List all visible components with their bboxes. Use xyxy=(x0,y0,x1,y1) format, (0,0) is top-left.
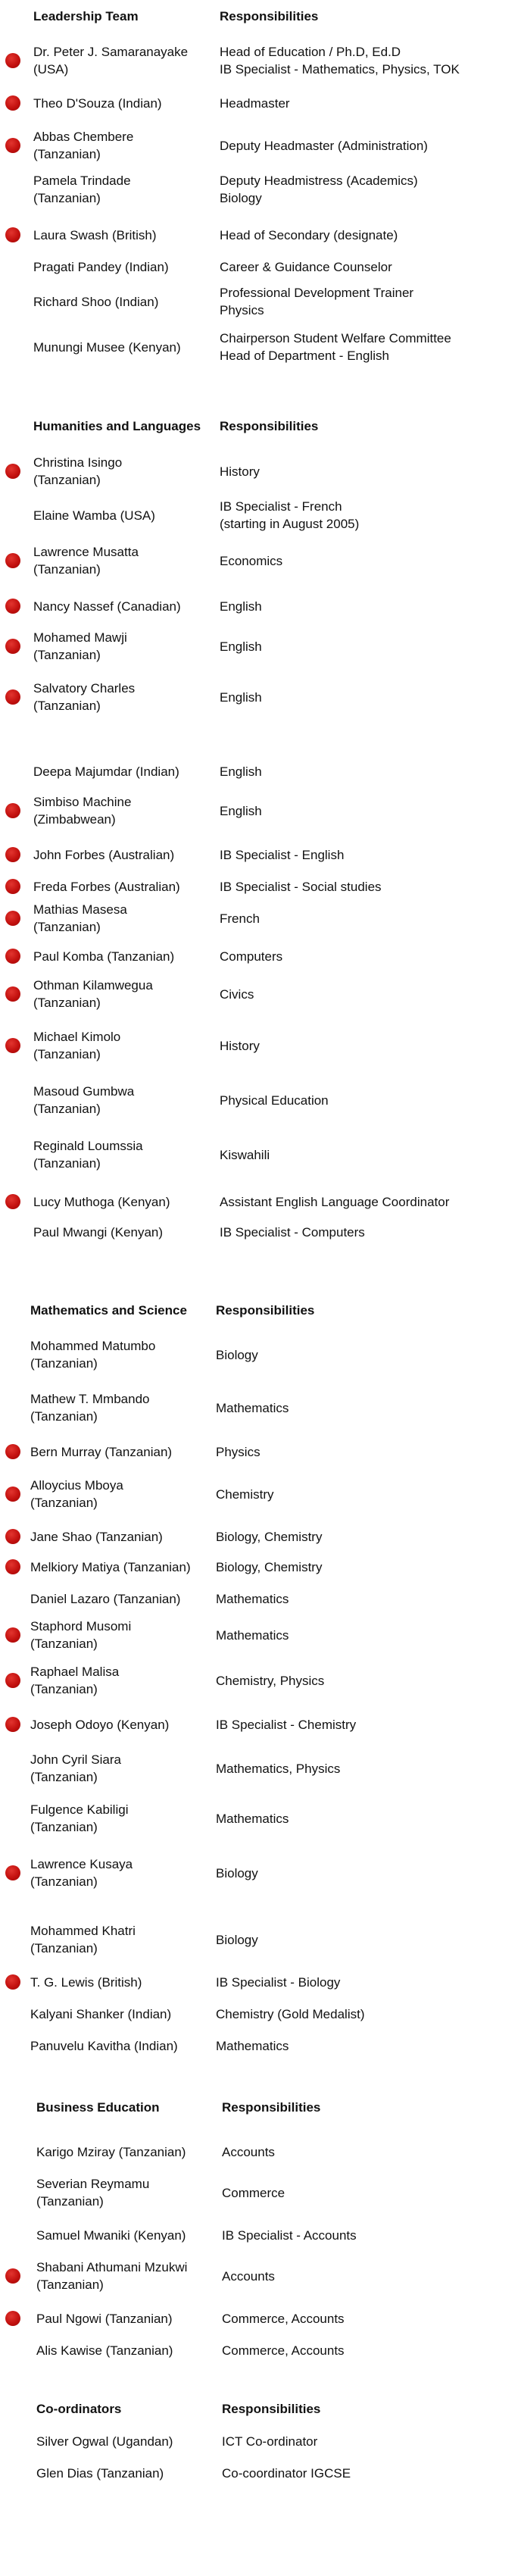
staff-responsibility: Commerce xyxy=(222,2185,285,2200)
staff-responsibility: Biology xyxy=(216,1865,258,1880)
staff-name: Joseph Odoyo (Kenyan) xyxy=(30,1717,170,1732)
staff-responsibility: Professional Development Trainer xyxy=(220,286,414,300)
staff-name: Christina Isingo xyxy=(33,455,123,470)
red-bullet-icon xyxy=(5,847,20,862)
staff-name: Othman Kilamwegua xyxy=(33,978,153,993)
staff-name: Shabani Athumani Mzukwi xyxy=(36,2260,188,2274)
staff-nationality: (Tanzanian) xyxy=(36,2277,104,2292)
staff-responsibility: Biology xyxy=(216,1347,258,1362)
staff-responsibility: Mathematics xyxy=(216,2038,289,2053)
staff-nationality: (Tanzanian) xyxy=(33,473,101,487)
staff-name: Jane Shao (Tanzanian) xyxy=(30,1529,163,1544)
staff-nationality: (Tanzanian) xyxy=(30,1941,98,1955)
staff-responsibility: Commerce, Accounts xyxy=(222,2343,345,2358)
staff-responsibility: English xyxy=(220,764,262,779)
staff-nationality: (Tanzanian) xyxy=(30,1496,98,1510)
red-bullet-icon xyxy=(5,2268,20,2284)
staff-responsibility: IB Specialist - Chemistry xyxy=(216,1717,357,1732)
staff-name: Glen Dias (Tanzanian) xyxy=(36,2465,164,2481)
staff-responsibility: Headmaster xyxy=(220,95,290,111)
red-bullet-icon xyxy=(5,639,20,654)
staff-responsibility: Mathematics xyxy=(216,1811,289,1826)
red-bullet-icon xyxy=(5,689,20,705)
red-bullet-icon xyxy=(5,138,20,153)
staff-name: Pragati Pandey (Indian) xyxy=(33,259,169,274)
staff-nationality: (Tanzanian) xyxy=(33,699,101,713)
staff-name: Abbas Chembere xyxy=(33,130,134,144)
staff-name: Karigo Mziray (Tanzanian) xyxy=(36,2144,186,2159)
red-bullet-icon xyxy=(5,1627,20,1643)
staff-name: Alis Kawise (Tanzanian) xyxy=(36,2343,173,2358)
staff-responsibility: Accounts xyxy=(222,2268,275,2284)
staff-responsibility: (starting in August 2005) xyxy=(220,517,360,531)
red-bullet-icon xyxy=(5,464,20,479)
staff-responsibility: ICT Co-ordinator xyxy=(222,2434,318,2449)
red-bullet-icon xyxy=(5,1673,20,1688)
staff-nationality: (USA) xyxy=(33,62,69,77)
staff-nationality: (Tanzanian) xyxy=(33,920,101,934)
staff-name: Michael Kimolo xyxy=(33,1030,121,1044)
staff-name: Mathias Masesa xyxy=(33,902,127,917)
staff-responsibility: History xyxy=(220,464,260,479)
staff-responsibility: English xyxy=(220,803,262,818)
staff-name: Mathew T. Mmbando xyxy=(30,1392,150,1406)
staff-responsibility: Chairperson Student Welfare Committee xyxy=(220,331,451,345)
staff-name: Severian Reymamu xyxy=(36,2177,150,2191)
staff-responsibility: French xyxy=(220,911,260,926)
staff-name: Nancy Nassef (Canadian) xyxy=(33,599,181,614)
staff-responsibility: English xyxy=(220,639,262,654)
staff-name: Deepa Majumdar (Indian) xyxy=(33,764,179,779)
staff-nationality: (Tanzanian) xyxy=(33,147,101,161)
red-bullet-icon xyxy=(5,1974,20,1990)
staff-responsibility: Computers xyxy=(220,949,283,964)
staff-name: Lucy Muthoga (Kenyan) xyxy=(33,1194,170,1209)
staff-responsibility: Chemistry xyxy=(216,1487,274,1502)
red-bullet-icon xyxy=(5,1865,20,1880)
staff-name: Laura Swash (British) xyxy=(33,227,157,242)
staff-nationality: (Tanzanian) xyxy=(30,1637,98,1651)
staff-responsibility: Economics xyxy=(220,553,283,568)
staff-nationality: (Tanzanian) xyxy=(30,1682,98,1696)
staff-name: Raphael Malisa xyxy=(30,1665,120,1679)
staff-name: Fulgence Kabiligi xyxy=(30,1802,129,1817)
staff-name: John Cyril Siara xyxy=(30,1752,121,1767)
staff-nationality: (Tanzanian) xyxy=(36,2194,104,2209)
staff-name: Theo D'Souza (Indian) xyxy=(33,95,162,111)
responsibilities-heading: Responsibilities xyxy=(220,419,319,433)
staff-responsibility: English xyxy=(220,689,262,705)
staff-responsibility: Biology, Chemistry xyxy=(216,1529,323,1544)
staff-name: Silver Ogwal (Ugandan) xyxy=(36,2434,173,2449)
staff-responsibility: Physics xyxy=(220,303,264,317)
staff-responsibility: IB Specialist - Biology xyxy=(216,1974,341,1990)
staff-responsibility: Co-coordinator IGCSE xyxy=(222,2465,351,2481)
staff-name: Masoud Gumbwa xyxy=(33,1084,135,1099)
staff-name: John Forbes (Australian) xyxy=(33,847,175,862)
staff-responsibility: Deputy Headmaster (Administration) xyxy=(220,138,428,153)
staff-nationality: (Tanzanian) xyxy=(30,1356,98,1371)
red-bullet-icon xyxy=(5,879,20,894)
staff-responsibility: Biology, Chemistry xyxy=(216,1559,323,1574)
staff-nationality: (Tanzanian) xyxy=(30,1409,98,1424)
staff-name: Panuvelu Kavitha (Indian) xyxy=(30,2038,178,2053)
staff-name: Richard Shoo (Indian) xyxy=(33,294,159,309)
responsibilities-heading: Responsibilities xyxy=(216,1303,315,1318)
staff-responsibility: Head of Department - English xyxy=(220,349,389,363)
staff-name: Simbiso Machine xyxy=(33,795,132,809)
section-heading: Mathematics and Science xyxy=(30,1303,187,1318)
staff-responsibility: IB Specialist - Accounts xyxy=(222,2227,357,2243)
section-heading: Co-ordinators xyxy=(36,2402,122,2416)
staff-responsibility: IB Specialist - Social studies xyxy=(220,879,382,894)
red-bullet-icon xyxy=(5,599,20,614)
staff-nationality: (Tanzanian) xyxy=(33,562,101,577)
staff-responsibility: Civics xyxy=(220,986,254,1002)
staff-name: Pamela Trindade xyxy=(33,174,131,188)
staff-responsibility: Head of Education / Ph.D, Ed.D xyxy=(220,45,401,59)
responsibilities-heading: Responsibilities xyxy=(220,9,319,23)
staff-name: Kalyani Shanker (Indian) xyxy=(30,2006,172,2021)
red-bullet-icon xyxy=(5,95,20,111)
staff-name: Lawrence Kusaya xyxy=(30,1857,133,1871)
staff-responsibility: Mathematics xyxy=(216,1400,289,1415)
section-heading: Business Education xyxy=(36,2100,160,2115)
staff-nationality: (Tanzanian) xyxy=(33,648,101,662)
staff-responsibility: IB Specialist - English xyxy=(220,847,345,862)
staff-name: Mohammed Khatri xyxy=(30,1924,136,1938)
staff-name: Daniel Lazaro (Tanzanian) xyxy=(30,1591,181,1606)
section-heading: Leadership Team xyxy=(33,9,139,23)
staff-responsibility: English xyxy=(220,599,262,614)
red-bullet-icon xyxy=(5,53,20,68)
red-bullet-icon xyxy=(5,1717,20,1732)
red-bullet-icon xyxy=(5,1529,20,1544)
staff-name: Alloycius Mboya xyxy=(30,1478,123,1493)
staff-responsibility: Assistant English Language Coordinator xyxy=(220,1194,450,1209)
staff-responsibility: IB Specialist - Computers xyxy=(220,1224,365,1240)
staff-nationality: (Tanzanian) xyxy=(33,191,101,205)
staff-nationality: (Zimbabwean) xyxy=(33,812,116,827)
red-bullet-icon xyxy=(5,911,20,926)
staff-responsibility: Mathematics, Physics xyxy=(216,1761,341,1776)
staff-responsibility: Biology xyxy=(216,1932,258,1947)
staff-responsibility: Career & Guidance Counselor xyxy=(220,259,392,274)
staff-name: Freda Forbes (Australian) xyxy=(33,879,180,894)
red-bullet-icon xyxy=(5,1038,20,1053)
red-bullet-icon xyxy=(5,227,20,242)
staff-name: Melkiory Matiya (Tanzanian) xyxy=(30,1559,191,1574)
staff-name: Elaine Wamba (USA) xyxy=(33,508,155,523)
staff-responsibility: Chemistry (Gold Medalist) xyxy=(216,2006,365,2021)
staff-name: Paul Ngowi (Tanzanian) xyxy=(36,2311,173,2326)
staff-name: Samuel Mwaniki (Kenyan) xyxy=(36,2227,186,2243)
red-bullet-icon xyxy=(5,1487,20,1502)
staff-nationality: (Tanzanian) xyxy=(33,1102,101,1116)
red-bullet-icon xyxy=(5,553,20,568)
responsibilities-heading: Responsibilities xyxy=(222,2100,321,2115)
red-bullet-icon xyxy=(5,1194,20,1209)
staff-name: Paul Mwangi (Kenyan) xyxy=(33,1224,164,1240)
staff-nationality: (Tanzanian) xyxy=(30,1820,98,1834)
staff-responsibility: Mathematics xyxy=(216,1591,289,1606)
staff-responsibility: Physics xyxy=(216,1444,260,1459)
staff-name: Paul Komba (Tanzanian) xyxy=(33,949,175,964)
staff-name: Salvatory Charles xyxy=(33,681,136,696)
staff-responsibility: Mathematics xyxy=(216,1627,289,1643)
staff-name: Munungi Musee (Kenyan) xyxy=(33,339,181,355)
section-heading: Humanities and Languages xyxy=(33,419,201,433)
staff-name: Dr. Peter J. Samaranayake xyxy=(33,45,189,59)
red-bullet-icon xyxy=(5,1559,20,1574)
staff-responsibility: IB Specialist - French xyxy=(220,499,342,514)
staff-responsibility: History xyxy=(220,1038,260,1053)
staff-responsibility: Deputy Headmistress (Academics) xyxy=(220,174,418,188)
red-bullet-icon xyxy=(5,1444,20,1459)
staff-responsibility: IB Specialist - Mathematics, Physics, TOK xyxy=(220,62,460,77)
staff-name: Reginald Loumssia xyxy=(33,1139,143,1153)
staff-name: Lawrence Musatta xyxy=(33,545,139,559)
staff-name: Staphord Musomi xyxy=(30,1619,132,1633)
red-bullet-icon xyxy=(5,803,20,818)
red-bullet-icon xyxy=(5,2311,20,2326)
staff-name: Bern Murray (Tanzanian) xyxy=(30,1444,173,1459)
red-bullet-icon xyxy=(5,986,20,1002)
staff-nationality: (Tanzanian) xyxy=(30,1874,98,1889)
staff-responsibility: Head of Secondary (designate) xyxy=(220,227,398,242)
staff-nationality: (Tanzanian) xyxy=(33,1156,101,1171)
staff-nationality: (Tanzanian) xyxy=(33,996,101,1010)
staff-nationality: (Tanzanian) xyxy=(33,1047,101,1061)
staff-responsibility: Accounts xyxy=(222,2144,275,2159)
staff-responsibility: Chemistry, Physics xyxy=(216,1673,325,1688)
staff-name: Mohammed Matumbo xyxy=(30,1339,156,1353)
staff-responsibility: Physical Education xyxy=(220,1093,329,1108)
staff-responsibility: Kiswahili xyxy=(220,1147,270,1162)
staff-nationality: (Tanzanian) xyxy=(30,1770,98,1784)
staff-name: Mohamed Mawji xyxy=(33,630,127,645)
staff-responsibility: Commerce, Accounts xyxy=(222,2311,345,2326)
staff-name: T. G. Lewis (British) xyxy=(30,1974,142,1990)
red-bullet-icon xyxy=(5,949,20,964)
responsibilities-heading: Responsibilities xyxy=(222,2402,321,2416)
staff-responsibility: Biology xyxy=(220,191,262,205)
